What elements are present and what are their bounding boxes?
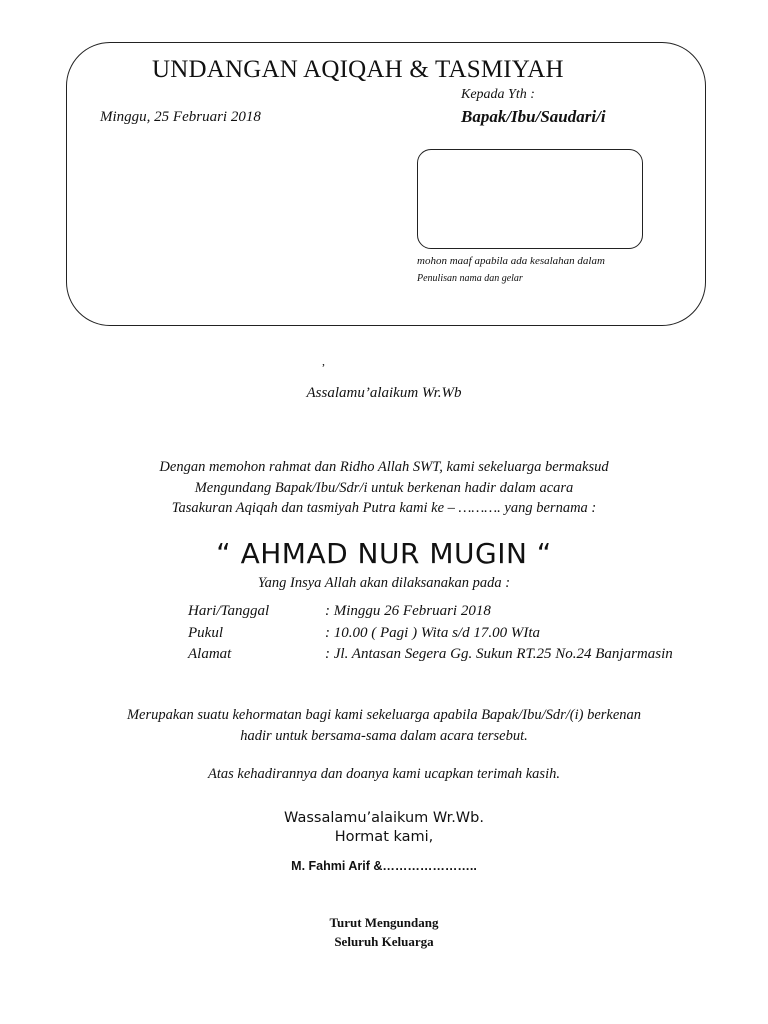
recipient-salutation: Kepada Yth : [461, 87, 535, 102]
apology-note-line-2: Penulisan nama dan gelar [417, 273, 523, 284]
detail-label-time: Pukul [188, 625, 223, 641]
turut-line: Turut Mengundang [329, 915, 439, 930]
closing-paragraph [0, 705, 768, 746]
event-intro: Yang Insya Allah akan dilaksanakan pada : [257, 575, 511, 591]
recipient-name-box [417, 149, 643, 249]
keluarga-line: Seluruh Keluarga [334, 934, 434, 949]
thanks-line: Atas kehadirannya dan doanya kami ucapkan terimah kasih. [208, 766, 560, 782]
detail-value-address: : Jl. Antasan Segera Gg. Sukun RT.25 No.24 Banjarmasin [325, 646, 673, 662]
wassalam-line: Wassalamu’alaikum Wr.Wb. [284, 810, 484, 826]
closing-line: hadir untuk bersama-sama dalam acara tersebut. [240, 727, 528, 744]
detail-label-date: Hari/Tanggal [188, 603, 270, 619]
co-inviters [0, 913, 768, 951]
opening-greeting: Assalamu’alaikum Wr.Wb [306, 385, 462, 401]
intro-paragraph [0, 457, 768, 519]
detail-value-time: : 10.00 ( Pagi ) Wita s/d 17.00 WIta [325, 625, 540, 641]
intro-line: Tasakuran Aqiqah dan tasmiyah Putra kami ke – ………. yang bernama : [171, 500, 597, 516]
recipient-label: Bapak/Ibu/Saudari/i [461, 107, 606, 126]
header-date: Minggu, 25 Februari 2018 [100, 109, 261, 125]
stray-mark: , [322, 354, 325, 368]
child-name: “ AHMAD NUR MUGIN “ [216, 537, 552, 570]
hormat-line: Hormat kami, [334, 829, 434, 845]
signer-name: M. Fahmi Arif &………………….. [291, 859, 477, 873]
apology-note-line-1: mohon maaf apabila ada kesalahan dalam [417, 255, 605, 267]
closing-greeting [0, 809, 768, 847]
intro-line: Dengan memohon rahmat dan Ridho Allah SWT, kami sekeluarga bermaksud [159, 459, 609, 475]
closing-line: Merupakan suatu kehormatan bagi kami sekeluarga apabila Bapak/Ibu/Sdr/(i) berkenan [126, 707, 642, 723]
detail-label-address: Alamat [188, 646, 232, 662]
invitation-title: UNDANGAN AQIQAH & TASMIYAH [152, 56, 564, 83]
intro-line: Mengundang Bapak/Ibu/Sdr/i untuk berkenan hadir dalam acara [194, 479, 574, 496]
detail-value-date: : Minggu 26 Februari 2018 [325, 603, 491, 619]
